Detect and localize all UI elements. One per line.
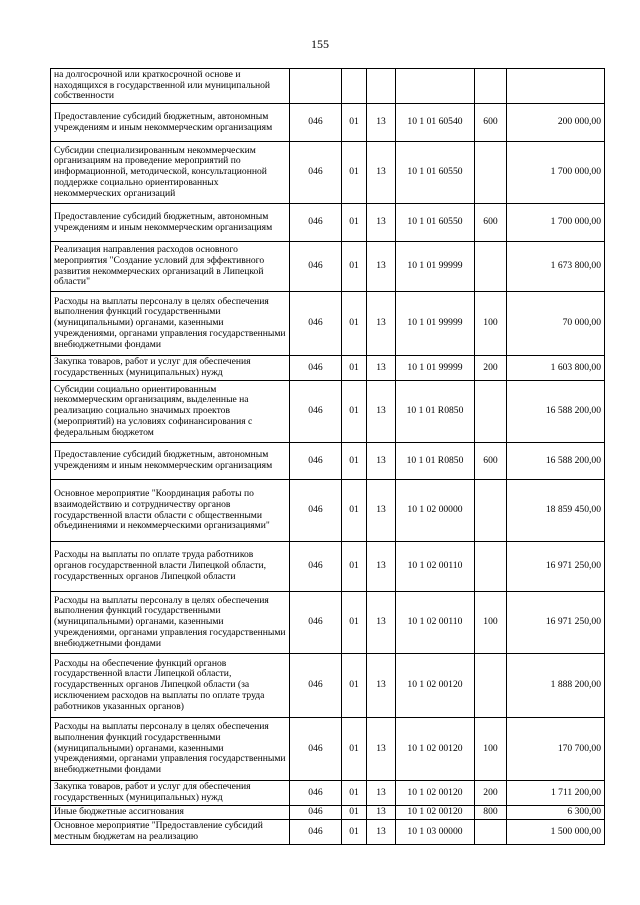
row-target [396, 69, 475, 104]
row-expense-type: 600 [475, 443, 507, 480]
row-name: Предоставление субсидий бюджетным, автономным учреждениям и иным некоммерческим организациям [51, 104, 290, 142]
row-section: 01 [342, 592, 367, 654]
table-row [51, 718, 605, 781]
row-expense-type: 200 [475, 781, 507, 806]
row-name: Расходы на обеспечение функций органов государственной власти Липецкой области, государственных органов Липецкой области (за исключением расходов на выплаты по оплате труда работников указанных органов) [51, 654, 290, 718]
row-ministry: 046 [290, 718, 342, 781]
row-subsection: 13 [367, 480, 396, 542]
row-section: 01 [342, 381, 367, 443]
row-target: 10 1 02 00120 [396, 806, 475, 820]
row-subsection: 13 [367, 204, 396, 242]
table-row [51, 542, 605, 592]
row-subsection: 13 [367, 356, 396, 381]
row-target: 10 1 02 00000 [396, 480, 475, 542]
row-section: 01 [342, 104, 367, 142]
row-subsection: 13 [367, 542, 396, 592]
row-ministry: 046 [290, 104, 342, 142]
table-row [51, 104, 605, 142]
row-amount: 1 711 200,00 [507, 781, 605, 806]
row-target: 10 1 02 00120 [396, 718, 475, 781]
row-expense-type: 100 [475, 718, 507, 781]
row-name: Расходы на выплаты персоналу в целях обеспечения выполнения функций государственными (муниципальными) органами, казенными учреждениями, органами управления государственными внебюджетными фондами [51, 718, 290, 781]
row-section: 01 [342, 142, 367, 204]
row-expense-type: 800 [475, 806, 507, 820]
row-ministry: 046 [290, 242, 342, 292]
table-row [51, 592, 605, 654]
row-expense-type [475, 542, 507, 592]
row-amount: 1 700 000,00 [507, 204, 605, 242]
row-section: 01 [342, 480, 367, 542]
row-target: 10 1 01 R0850 [396, 381, 475, 443]
table-row [51, 480, 605, 542]
page-number: 155 [311, 37, 329, 51]
row-amount: 170 700,00 [507, 718, 605, 781]
row-section: 01 [342, 356, 367, 381]
row-ministry: 046 [290, 443, 342, 480]
table-row [51, 806, 605, 820]
row-target: 10 1 02 00120 [396, 781, 475, 806]
row-name: Предоставление субсидий бюджетным, автономным учреждениям и иным некоммерческим организациям [51, 204, 290, 242]
row-section: 01 [342, 204, 367, 242]
row-expense-type [475, 142, 507, 204]
row-amount: 6 300,00 [507, 806, 605, 820]
row-subsection: 13 [367, 806, 396, 820]
row-target: 10 1 01 60550 [396, 142, 475, 204]
row-target: 10 1 02 00110 [396, 542, 475, 592]
row-amount: 1 673 800,00 [507, 242, 605, 292]
row-expense-type [475, 480, 507, 542]
row-expense-type [475, 69, 507, 104]
table-row [51, 204, 605, 242]
budget-table [50, 68, 605, 845]
table-row [51, 820, 605, 845]
row-section: 01 [342, 781, 367, 806]
row-target: 10 1 03 00000 [396, 820, 475, 845]
row-subsection: 13 [367, 104, 396, 142]
row-expense-type [475, 242, 507, 292]
row-expense-type [475, 654, 507, 718]
row-subsection: 13 [367, 654, 396, 718]
row-section: 01 [342, 542, 367, 592]
row-section: 01 [342, 718, 367, 781]
table-row [51, 142, 605, 204]
row-amount: 200 000,00 [507, 104, 605, 142]
row-name: Субсидии специализированным некоммерческим организациям на проведение мероприятий по информационной, методической, консультационной поддержке социально ориентированных некоммерческих организаций [51, 142, 290, 204]
table-row [51, 356, 605, 381]
row-ministry: 046 [290, 654, 342, 718]
row-amount: 16 971 250,00 [507, 592, 605, 654]
row-amount: 16 588 200,00 [507, 443, 605, 480]
row-target: 10 1 01 99999 [396, 292, 475, 356]
row-amount: 16 971 250,00 [507, 542, 605, 592]
row-subsection: 13 [367, 242, 396, 292]
table-row [51, 443, 605, 480]
row-name: на долгосрочной или краткосрочной основе и находящихся в государственной или муниципальной собственности [51, 69, 290, 104]
row-target: 10 1 01 60540 [396, 104, 475, 142]
row-expense-type: 600 [475, 204, 507, 242]
row-expense-type: 100 [475, 592, 507, 654]
table-row [51, 242, 605, 292]
row-expense-type [475, 820, 507, 845]
row-ministry: 046 [290, 542, 342, 592]
table-row [51, 292, 605, 356]
row-amount: 1 603 800,00 [507, 356, 605, 381]
row-subsection: 13 [367, 592, 396, 654]
row-subsection [367, 69, 396, 104]
table-row [51, 69, 605, 104]
row-expense-type [475, 381, 507, 443]
row-target: 10 1 01 R0850 [396, 443, 475, 480]
row-target: 10 1 02 00110 [396, 592, 475, 654]
row-target: 10 1 02 00120 [396, 654, 475, 718]
row-ministry: 046 [290, 781, 342, 806]
row-amount: 16 588 200,00 [507, 381, 605, 443]
row-name: Реализация направления расходов основного мероприятия "Создание условий для эффективного развития некоммерческих организаций в Липецкой области" [51, 242, 290, 292]
row-amount: 1 500 000,00 [507, 820, 605, 845]
row-ministry: 046 [290, 806, 342, 820]
row-amount: 1 700 000,00 [507, 142, 605, 204]
table-row [51, 781, 605, 806]
row-name: Иные бюджетные ассигнования [51, 806, 290, 820]
row-target: 10 1 01 99999 [396, 242, 475, 292]
row-section: 01 [342, 654, 367, 718]
row-subsection: 13 [367, 142, 396, 204]
row-amount: 18 859 450,00 [507, 480, 605, 542]
table-row [51, 381, 605, 443]
row-ministry: 046 [290, 381, 342, 443]
row-ministry: 046 [290, 480, 342, 542]
row-name: Расходы на выплаты персоналу в целях обеспечения выполнения функций государственными (муниципальными) органами, казенными учреждениями, органами управления государственными внебюджетными фондами [51, 592, 290, 654]
row-subsection: 13 [367, 292, 396, 356]
row-ministry: 046 [290, 356, 342, 381]
row-amount [507, 69, 605, 104]
row-ministry: 046 [290, 592, 342, 654]
row-name: Основное мероприятие "Предоставление субсидий местным бюджетам на реализацию [51, 820, 290, 845]
row-name: Расходы на выплаты персоналу в целях обеспечения выполнения функций государственными (муниципальными) органами, казенными учреждениями, органами управления государственными внебюджетными фондами [51, 292, 290, 356]
table-row [51, 654, 605, 718]
row-section: 01 [342, 443, 367, 480]
row-amount: 1 888 200,00 [507, 654, 605, 718]
row-subsection: 13 [367, 718, 396, 781]
row-section: 01 [342, 820, 367, 845]
row-subsection: 13 [367, 781, 396, 806]
row-name: Расходы на выплаты по оплате труда работников органов государственной власти Липецкой области, государственных органов Липецкой области [51, 542, 290, 592]
row-name: Закупка товаров, работ и услуг для обеспечения государственных (муниципальных) нужд [51, 781, 290, 806]
row-amount: 70 000,00 [507, 292, 605, 356]
row-section: 01 [342, 242, 367, 292]
row-name: Предоставление субсидий бюджетным, автономным учреждениям и иным некоммерческим организациям [51, 443, 290, 480]
row-subsection: 13 [367, 820, 396, 845]
row-expense-type: 100 [475, 292, 507, 356]
row-subsection: 13 [367, 443, 396, 480]
row-name: Субсидии социально ориентированным некоммерческим организациям, выделенные на реализацию социально значимых проектов (мероприятий) на условиях софинансирования с федеральным бюджетом [51, 381, 290, 443]
row-name: Закупка товаров, работ и услуг для обеспечения государственных (муниципальных) нужд [51, 356, 290, 381]
row-section [342, 69, 367, 104]
row-target: 10 1 01 99999 [396, 356, 475, 381]
row-section: 01 [342, 292, 367, 356]
budget-table-body [51, 69, 605, 845]
row-ministry: 046 [290, 292, 342, 356]
row-ministry: 046 [290, 204, 342, 242]
row-target: 10 1 01 60550 [396, 204, 475, 242]
row-name: Основное мероприятие "Координация работы по взаимодействию и сотрудничеству органов государственной власти области с общественными объединениями и некоммерческими организациями" [51, 480, 290, 542]
row-expense-type: 600 [475, 104, 507, 142]
row-expense-type: 200 [475, 356, 507, 381]
row-ministry: 046 [290, 820, 342, 845]
row-ministry: 046 [290, 142, 342, 204]
row-subsection: 13 [367, 381, 396, 443]
row-section: 01 [342, 806, 367, 820]
row-ministry [290, 69, 342, 104]
